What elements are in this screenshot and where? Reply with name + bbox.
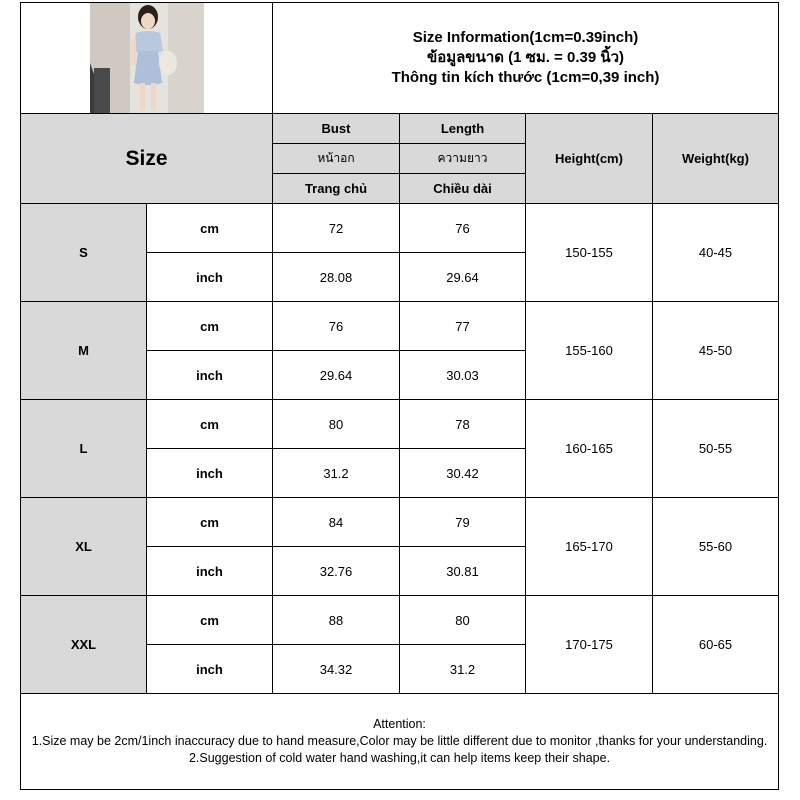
bust-header-vi: Trang chủ bbox=[273, 174, 400, 204]
bust-value: 28.08 bbox=[273, 253, 400, 302]
length-value: 80 bbox=[400, 596, 526, 645]
weight-column-header: Weight(kg) bbox=[653, 114, 779, 204]
size-label: S bbox=[21, 204, 147, 302]
bust-value: 32.76 bbox=[273, 547, 400, 596]
bust-value: 34.32 bbox=[273, 645, 400, 694]
unit-label: cm bbox=[147, 498, 273, 547]
height-column-header: Height(cm) bbox=[526, 114, 653, 204]
unit-label: inch bbox=[147, 645, 273, 694]
size-column-header: Size bbox=[21, 114, 273, 204]
bust-value: 88 bbox=[273, 596, 400, 645]
length-value: 29.64 bbox=[400, 253, 526, 302]
length-header-th: ความยาว bbox=[400, 144, 526, 174]
attention-title: Attention: bbox=[373, 717, 426, 731]
size-info-header bbox=[273, 3, 779, 114]
length-value: 30.03 bbox=[400, 351, 526, 400]
weight-value: 40-45 bbox=[653, 204, 779, 302]
height-value: 170-175 bbox=[526, 596, 653, 694]
length-value: 78 bbox=[400, 400, 526, 449]
table-row bbox=[21, 204, 779, 253]
height-value: 155-160 bbox=[526, 302, 653, 400]
length-value: 79 bbox=[400, 498, 526, 547]
header-line-en: Size Information(1cm=0.39inch) bbox=[412, 29, 639, 46]
size-chart-table bbox=[20, 2, 779, 790]
table-row bbox=[21, 596, 779, 645]
bust-value: 76 bbox=[273, 302, 400, 351]
bust-value: 29.64 bbox=[273, 351, 400, 400]
size-label: XXL bbox=[21, 596, 147, 694]
weight-value: 50-55 bbox=[653, 400, 779, 498]
weight-value: 60-65 bbox=[653, 596, 779, 694]
bust-value: 72 bbox=[273, 204, 400, 253]
attention-note-1: 1.Size may be 2cm/1inch inaccuracy due to hand measure,Color may be little different due to monitor ,thanks for your understanding. bbox=[31, 734, 768, 748]
table-row bbox=[21, 302, 779, 351]
table-row bbox=[21, 400, 779, 449]
size-label: M bbox=[21, 302, 147, 400]
table-row bbox=[21, 498, 779, 547]
bust-value: 84 bbox=[273, 498, 400, 547]
length-header-vi: Chiều dài bbox=[400, 174, 526, 204]
height-value: 160-165 bbox=[526, 400, 653, 498]
header-line-th: ข้อมูลขนาด (1 ซม. = 0.39 นิ้ว) bbox=[426, 49, 625, 66]
unit-label: inch bbox=[147, 253, 273, 302]
length-value: 31.2 bbox=[400, 645, 526, 694]
unit-label: inch bbox=[147, 351, 273, 400]
attention-notes bbox=[21, 694, 779, 790]
product-photo-cell bbox=[21, 3, 273, 114]
attention-note-2: 2.Suggestion of cold water hand washing,it can help items keep their shape. bbox=[188, 751, 611, 765]
unit-label: cm bbox=[147, 204, 273, 253]
size-label: XL bbox=[21, 498, 147, 596]
size-label: L bbox=[21, 400, 147, 498]
header-line-vi: Thông tin kích thước (1cm=0,39 inch) bbox=[391, 69, 660, 86]
bust-header-en: Bust bbox=[273, 114, 400, 144]
height-value: 150-155 bbox=[526, 204, 653, 302]
length-header-en: Length bbox=[400, 114, 526, 144]
unit-label: cm bbox=[147, 596, 273, 645]
product-photo bbox=[90, 3, 204, 113]
height-value: 165-170 bbox=[526, 498, 653, 596]
bust-value: 80 bbox=[273, 400, 400, 449]
bust-value: 31.2 bbox=[273, 449, 400, 498]
length-value: 76 bbox=[400, 204, 526, 253]
weight-value: 55-60 bbox=[653, 498, 779, 596]
unit-label: cm bbox=[147, 400, 273, 449]
length-value: 30.81 bbox=[400, 547, 526, 596]
bust-header-th: หน้าอก bbox=[273, 144, 400, 174]
weight-value: 45-50 bbox=[653, 302, 779, 400]
unit-label: inch bbox=[147, 449, 273, 498]
unit-label: inch bbox=[147, 547, 273, 596]
length-value: 77 bbox=[400, 302, 526, 351]
length-value: 30.42 bbox=[400, 449, 526, 498]
unit-label: cm bbox=[147, 302, 273, 351]
